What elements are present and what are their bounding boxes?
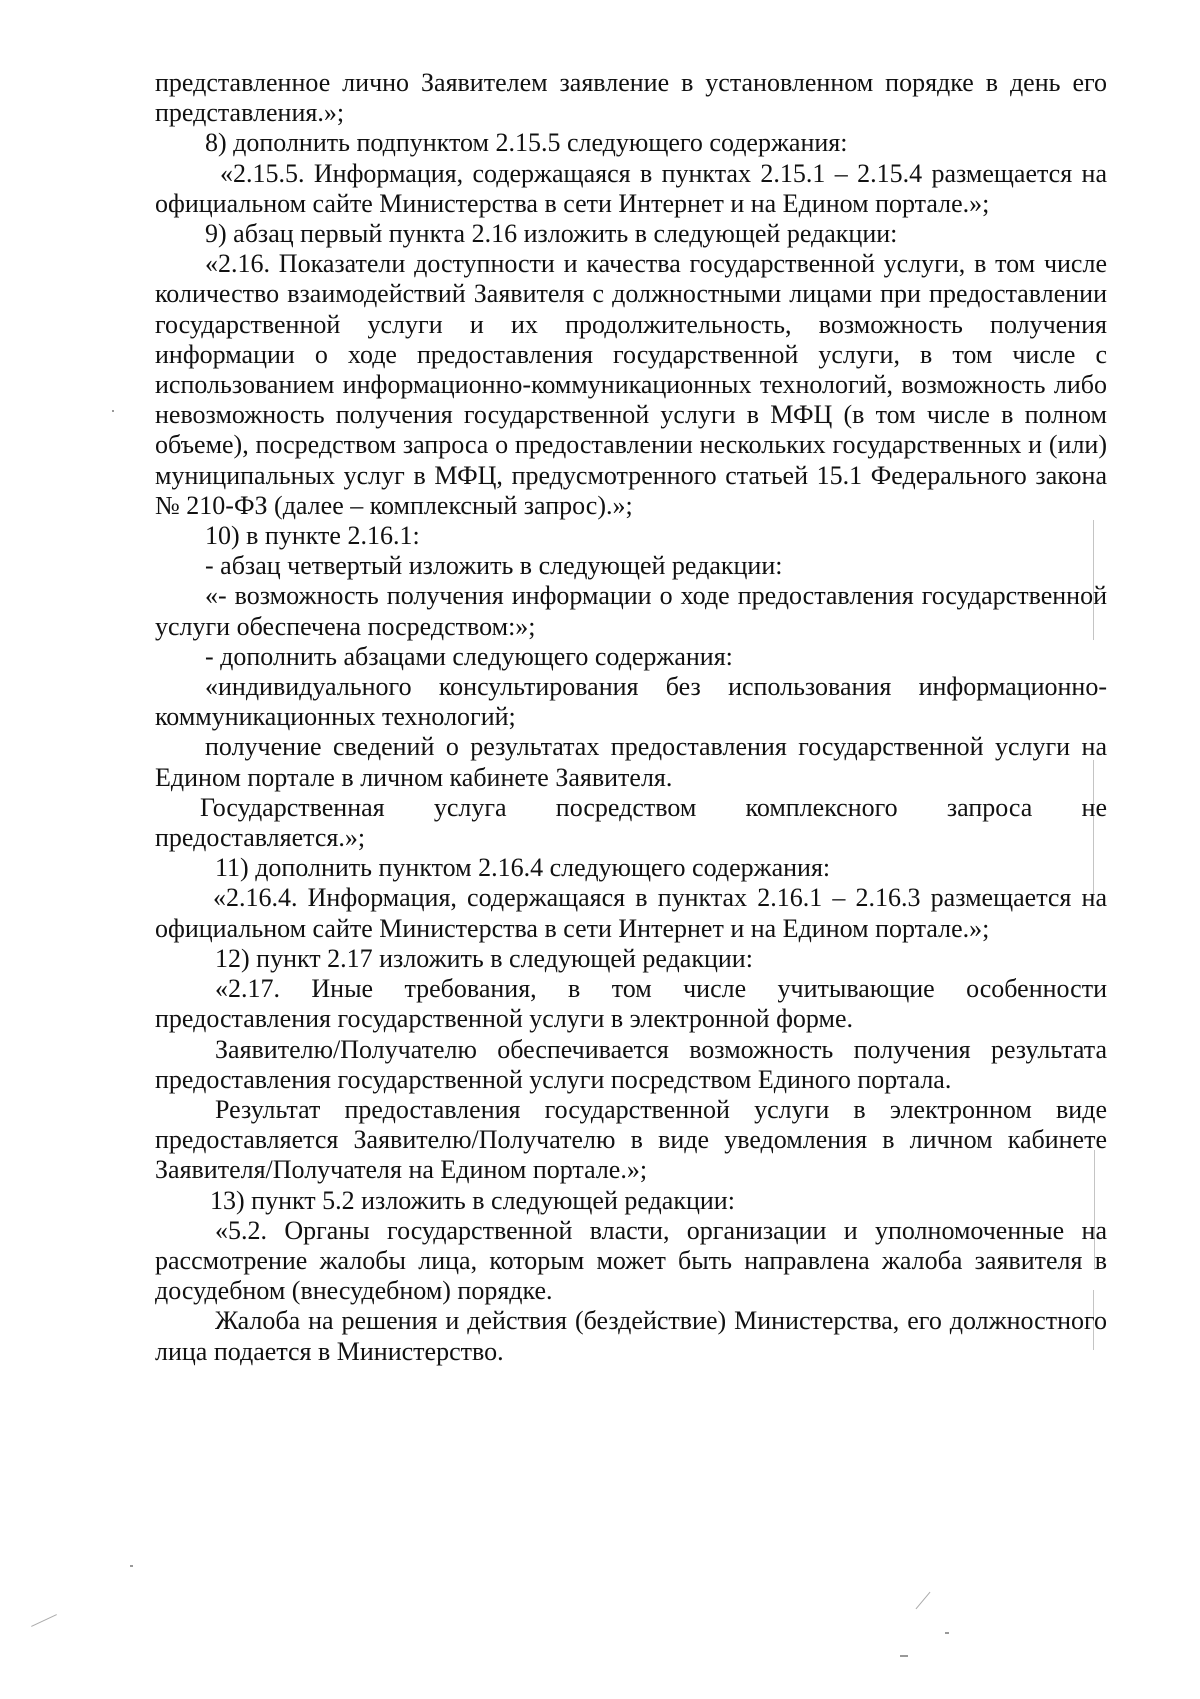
paragraph-quote-2-16-4: «2.16.4. Информация, содержащаяся в пунктах 2.16.1 – 2.16.3 размещается на официальном сайте Министерства в сети Интернет и на Едином портале.»; [155,883,1107,943]
scan-mark [1093,760,1094,900]
paragraph-quote-2-17: «2.17. Иные требования, в том числе учитывающие особенности предоставления государственной услуги в электронной форме. [155,974,1107,1034]
document-body [155,68,1107,1367]
paragraph-individual-consulting: «индивидуального консультирования без использования информационно-коммуникационных технологий; [155,672,1107,732]
paragraph-dash-add: - дополнить абзацами следующего содержания: [205,641,733,671]
paragraph-receiving-info: получение сведений о результатах предоставления государственной услуги на Едином портале в личном кабинете Заявителя. [155,732,1107,792]
scan-mark [1093,1290,1094,1350]
paragraph-continuation: представленное лично Заявителем заявление в установленном порядке в день его представления.»; [155,68,1107,128]
paragraph-result-electronic: Результат предоставления государственной услуги в электронном виде предоставляется Заявителю/Получателю в виде уведомления в личном кабинете Заявителя/Получателя на Едином портале.»; [155,1094,1107,1185]
paragraph-applicant-possibility: Заявителю/Получателю обеспечивается возможность получения результата предоставления государственной услуги посредством Единого портала. [155,1034,1107,1094]
scan-mark [130,1565,133,1567]
paragraph-item-11: 11) дополнить пунктом 2.16.4 следующего содержания: [215,853,831,883]
paragraph-item-9: 9) абзац первый пункта 2.16 изложить в следующей редакции: [205,219,898,249]
paragraph-item-10: 10) в пункте 2.16.1: [205,521,420,551]
scan-mark [1093,520,1094,640]
scan-mark [112,410,114,412]
paragraph-item-12: 12) пункт 2.17 изложить в следующей редакции: [215,943,753,973]
paragraph-item-13: 13) пункт 5.2 изложить в следующей редакции: [210,1185,735,1215]
scan-mark [945,1632,949,1634]
paragraph-quote-possibility: «- возможность получения информации о ходе предоставления государственной услуги обеспечена посредством:»; [155,581,1107,641]
paragraph-dash-fourth: - абзац четвертый изложить в следующей редакции: [205,551,783,581]
paragraph-quote-2-15-5: «2.15.5. Информация, содержащаяся в пунктах 2.15.1 – 2.15.4 размещается на официальном сайте Министерства в сети Интернет и на Едином портале.»; [155,158,1107,218]
scan-mark [31,1614,57,1627]
scan-mark [1094,1150,1095,1270]
paragraph-complex-request: Государственная услуга посредством комплексного запроса не предоставляется.»; [155,792,1107,853]
paragraph-item-8: 8) дополнить подпунктом 2.15.5 следующего содержания: [205,128,848,158]
paragraph-complaint: Жалоба на решения и действия (бездействие) Министерства, его должностного лица подается в Министерство. [155,1306,1107,1366]
paragraph-quote-2-16: «2.16. Показатели доступности и качества государственной услуги, в том числе количество взаимодействий Заявителя с должностными лицами при предоставлении государственной услуги и их продолжительность, возможность получения информации о ходе предоставления государственной услуги, в том числе с использованием информационно-коммуникационных технологий, возможность либо невозможность получения государственной услуги в МФЦ (в том числе в полном объеме), посредством запроса о предоставлении нескольких государственных и (или) муниципальных услуг в МФЦ, предусмотренного статьей 15.1 Федерального закона № 210-ФЗ (далее – комплексный запрос).»; [155,249,1107,520]
scan-mark [916,1592,931,1609]
paragraph-quote-5-2: «5.2. Органы государственной власти, организации и уполномоченные на рассмотрение жалобы лица, которым может быть направлена жалоба заявителя в досудебном (внесудебном) порядке. [155,1215,1107,1306]
scan-mark [900,1655,908,1657]
